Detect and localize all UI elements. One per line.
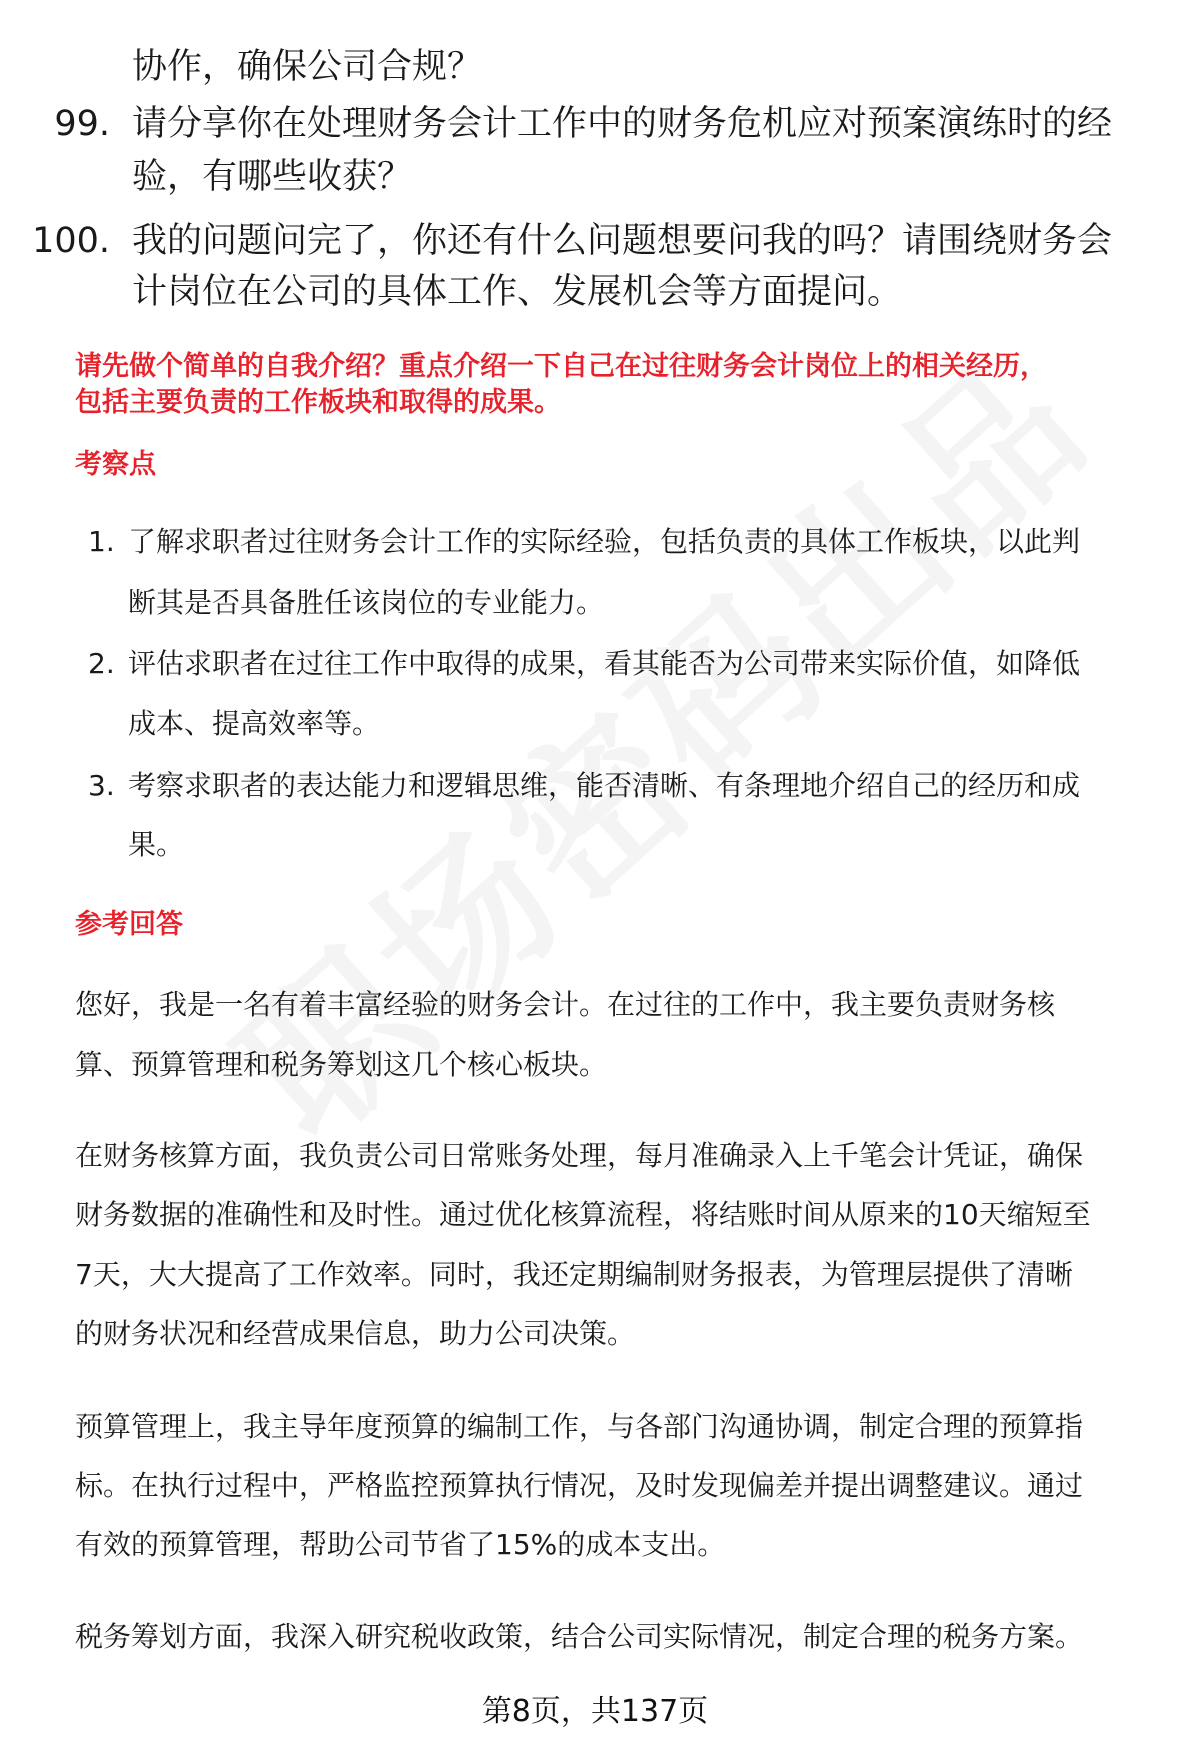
question-heading-line: 请先做个简单的自我介绍？重点介绍一下自己在过往财务会计岗位上的相关经历， bbox=[75, 351, 1047, 382]
answer-line: 标。在执行过程中，严格监控预算执行情况，及时发现偏差并提出调整建议。通过 bbox=[75, 1469, 1084, 1502]
question-text-line: 协作，确保公司合规？ bbox=[132, 47, 483, 87]
answer-line: 有效的预算管理，帮助公司节省了15%的成本支出。 bbox=[75, 1528, 726, 1561]
answer-line: 在财务核算方面，我负责公司日常账务处理，每月准确录入上千笔会计凭证，确保 bbox=[75, 1139, 1084, 1172]
question-text-line: 验，有哪些收获？ bbox=[132, 157, 413, 197]
answer-line: 财务数据的准确性和及时性。通过优化核算流程，将结账时间从原来的10天缩短至 bbox=[75, 1198, 1091, 1231]
page-number: 第8页，共137页 bbox=[481, 1694, 709, 1729]
answer-line: 您好，我是一名有着丰富经验的财务会计。在过往的工作中，我主要负责财务核 bbox=[75, 988, 1056, 1021]
question-text-line: 计岗位在公司的具体工作、发展机会等方面提问。 bbox=[132, 272, 903, 312]
assessment-title: 考察点 bbox=[75, 449, 156, 480]
answer-line: 7天，大大提高了工作效率。同时，我还定期编制财务报表，为管理层提供了清晰 bbox=[75, 1258, 1073, 1291]
question-number: 99. bbox=[54, 104, 110, 144]
answer-line: 预算管理上，我主导年度预算的编制工作，与各部门沟通协调，制定合理的预算指 bbox=[75, 1410, 1084, 1443]
point-number: 3. bbox=[88, 769, 115, 802]
point-text-line: 了解求职者过往财务会计工作的实际经验，包括负责的具体工作板块，以此判 bbox=[128, 525, 1081, 558]
point-text-line: 断其是否具备胜任该岗位的专业能力。 bbox=[128, 586, 605, 619]
point-number: 2. bbox=[88, 647, 115, 680]
point-text-line: 果。 bbox=[128, 828, 185, 861]
point-text-line: 评估求职者在过往工作中取得的成果，看其能否为公司带来实际价值，如降低 bbox=[128, 647, 1081, 680]
point-text-line: 成本、提高效率等。 bbox=[128, 707, 381, 740]
question-text-line: 我的问题问完了，你还有什么问题想要问我的吗？请围绕财务会 bbox=[132, 221, 1113, 261]
answer-line: 税务筹划方面，我深入研究税收政策，结合公司实际情况，制定合理的税务方案。 bbox=[75, 1620, 1084, 1653]
answer-line: 的财务状况和经营成果信息，助力公司决策。 bbox=[75, 1317, 636, 1350]
point-number: 1. bbox=[88, 525, 115, 558]
answer-line: 算、预算管理和税务筹划这几个核心板块。 bbox=[75, 1048, 608, 1081]
question-text-line: 请分享你在处理财务会计工作中的财务危机应对预案演练时的经 bbox=[132, 104, 1113, 144]
question-heading-line: 包括主要负责的工作板块和取得的成果。 bbox=[75, 387, 561, 418]
question-number: 100. bbox=[32, 221, 110, 261]
point-text-line: 考察求职者的表达能力和逻辑思维，能否清晰、有条理地介绍自己的经历和成 bbox=[128, 769, 1081, 802]
answer-title: 参考回答 bbox=[75, 909, 183, 940]
